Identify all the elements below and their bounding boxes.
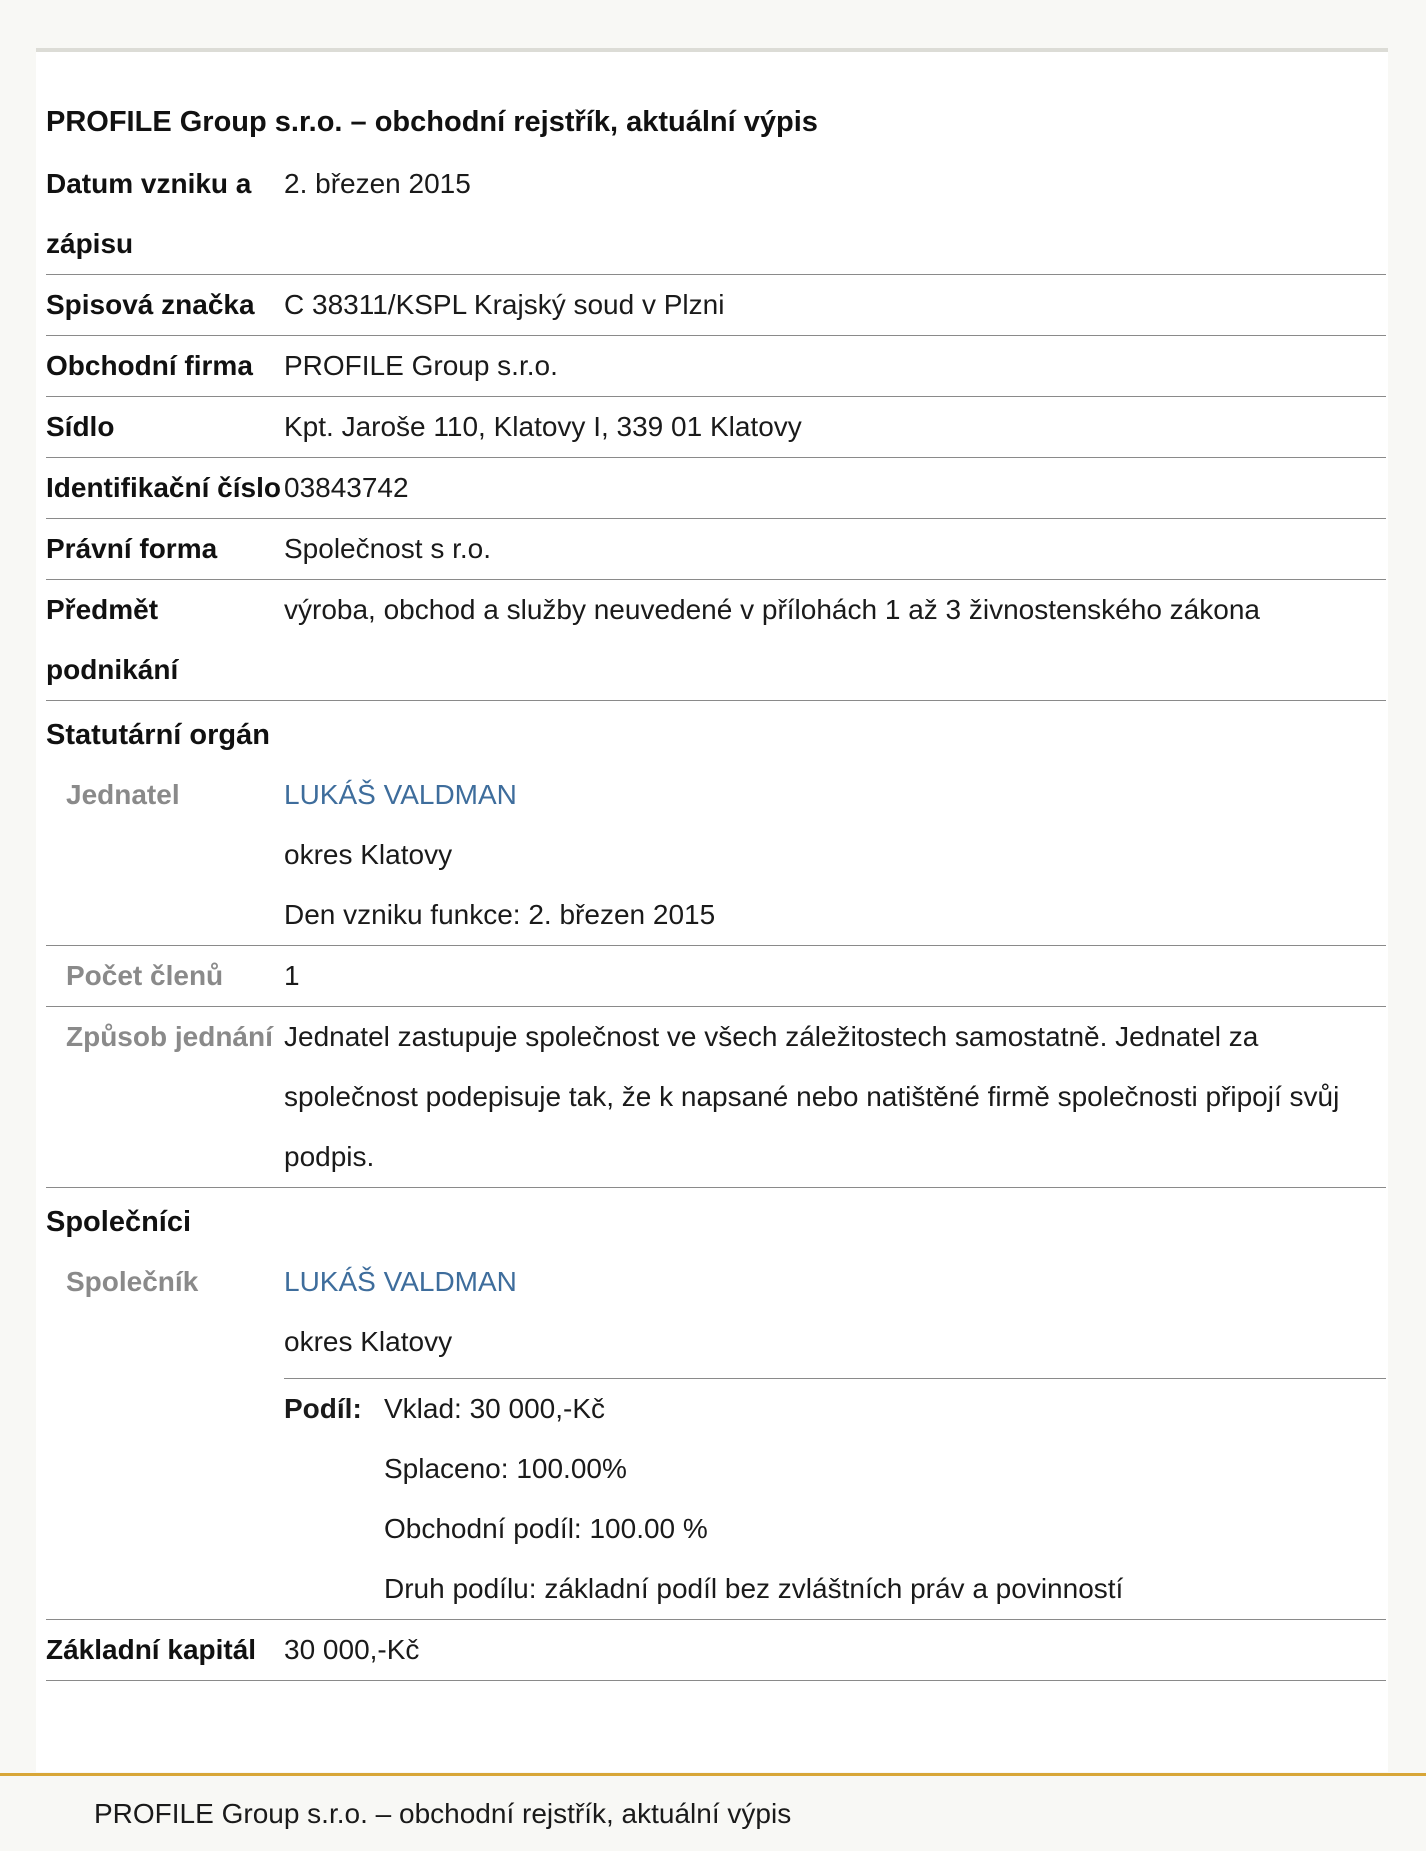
label-pravni-forma: Právní forma (46, 519, 284, 580)
podil-obchodni: Obchodní podíl: 100.00 % (384, 1513, 708, 1544)
spolecnik-district: okres Klatovy (284, 1326, 453, 1357)
value-spisova-znacka: C 38311/KSPL Krajský soud v Plzni (284, 275, 1386, 336)
label-spisova-znacka: Spisová značka (46, 275, 284, 336)
heading-statutarni-organ: Statutární orgán (46, 719, 270, 751)
footer-bar (0, 1773, 1426, 1851)
label-spolecnik: Společník (46, 1252, 284, 1620)
label-zakladni-kapital: Základní kapitál (46, 1620, 284, 1681)
value-identifikacni-cislo: 03843742 (284, 458, 1386, 519)
label-datum-vzniku: Datum vzniku a zápisu (46, 154, 284, 275)
value-predmet-podnikani: výroba, obchod a služby neuvedené v přílohách 1 až 3 živnostenského zákona (284, 580, 1386, 701)
jednatel-name-link[interactable]: LUKÁŠ VALDMAN (284, 779, 517, 810)
page-title: PROFILE Group s.r.o. – obchodní rejstřík, aktuální výpis (46, 106, 818, 138)
label-obchodni-firma: Obchodní firma (46, 336, 284, 397)
heading-spolecnici: Společníci (46, 1206, 192, 1238)
section-statutarni-organ (46, 701, 1386, 766)
value-pocet-clenu: 1 (284, 946, 1386, 1007)
podil-block (284, 1378, 1386, 1619)
label-pocet-clenu: Počet členů (46, 946, 284, 1007)
record-page (36, 48, 1388, 1772)
row-pravni-forma (46, 519, 1386, 580)
jednatel-since: Den vzniku funkce: 2. březen 2015 (284, 899, 716, 930)
label-jednatel: Jednatel (46, 765, 284, 946)
row-predmet-podnikani (46, 580, 1386, 701)
row-zpusob-jednani (46, 1007, 1386, 1188)
jednatel-district: okres Klatovy (284, 839, 453, 870)
podil-vklad: Vklad: 30 000,-Kč (384, 1393, 606, 1424)
row-pocet-clenu (46, 946, 1386, 1007)
value-jednatel (284, 765, 1386, 946)
label-sidlo: Sídlo (46, 397, 284, 458)
value-sidlo: Kpt. Jaroše 110, Klatovy I, 339 01 Klatovy (284, 397, 1386, 458)
podil-splaceno: Splaceno: 100.00% (384, 1453, 627, 1484)
row-datum-vzniku (46, 154, 1386, 275)
record-content (46, 96, 1386, 1681)
footer-title: PROFILE Group s.r.o. – obchodní rejstřík, aktuální výpis (94, 1798, 792, 1829)
row-identifikacni-cislo (46, 458, 1386, 519)
row-jednatel (46, 765, 1386, 946)
record-table (46, 154, 1386, 1681)
value-obchodni-firma: PROFILE Group s.r.o. (284, 336, 1386, 397)
row-obchodni-firma (46, 336, 1386, 397)
row-spisova-znacka (46, 275, 1386, 336)
label-predmet-podnikani: Předmět podnikání (46, 580, 284, 701)
value-zakladni-kapital: 30 000,-Kč (284, 1620, 1386, 1681)
row-sidlo (46, 397, 1386, 458)
row-spolecnik (46, 1252, 1386, 1620)
podil-label: Podíl: (284, 1393, 362, 1424)
value-pravni-forma: Společnost s r.o. (284, 519, 1386, 580)
label-zpusob-jednani: Způsob jednání (46, 1007, 284, 1188)
value-spolecnik (284, 1252, 1386, 1620)
podil-druh: Druh podílu: základní podíl bez zvláštních práv a povinností (384, 1573, 1124, 1604)
label-identifikacni-cislo: Identifikační číslo (46, 458, 284, 519)
section-spolecnici (46, 1188, 1386, 1253)
row-zakladni-kapital (46, 1620, 1386, 1681)
value-datum-vzniku: 2. březen 2015 (284, 154, 1386, 275)
spolecnik-name-link[interactable]: LUKÁŠ VALDMAN (284, 1266, 517, 1297)
value-zpusob-jednani: Jednatel zastupuje společnost ve všech záležitostech samostatně. Jednatel za společnost podepisuje tak, že k napsané nebo natištěné firmě společnosti připojí svůj podpis. (284, 1007, 1386, 1188)
podil-items (384, 1379, 1123, 1619)
